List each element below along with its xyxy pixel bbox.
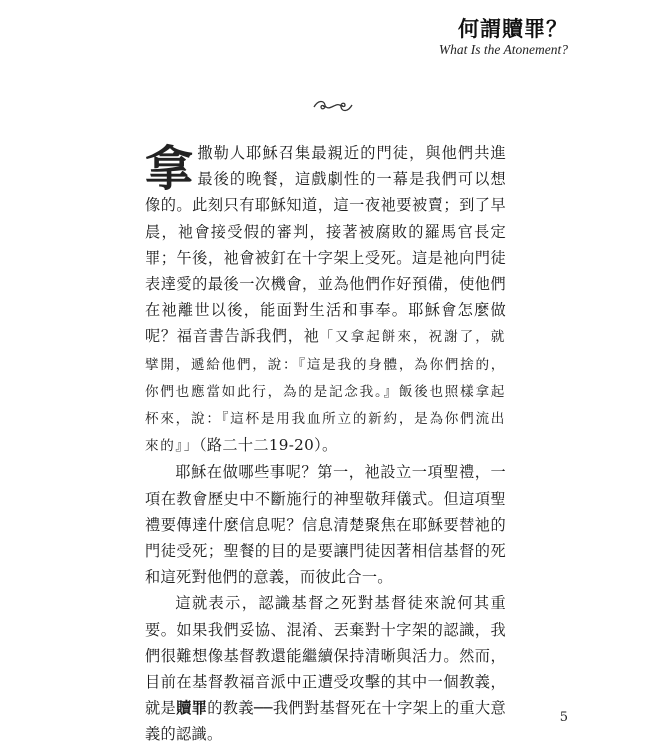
- emphasis-atonement: 贖罪: [176, 699, 208, 718]
- scripture-quote: 「又拿起餅來，祝謝了，就擘開，遞給他們，說：『這是我的身體，為你們捨的，你們也應當如此行，為的是記念我。』飯後也照樣拿起杯來，說：『這杯是用我血所立的新約，是為你們流出來的』」: [145, 329, 506, 455]
- swirl-ornament-icon: [312, 98, 354, 114]
- paragraph-1: [145, 140, 506, 459]
- body-text: [145, 140, 506, 748]
- drop-cap: 拿: [145, 141, 194, 197]
- paragraph-3-ending: 的教義──我們對基督死在十字架上的重大意義的認識。: [145, 699, 506, 744]
- chapter-title: 何謂贖罪？: [458, 17, 568, 41]
- chapter-subtitle: What Is the Atonement?: [438, 42, 568, 57]
- running-header: [439, 16, 568, 58]
- paragraph-2: 耶穌在做哪些事呢？第一，祂設立一項聖禮，一項在教會歷史中不斷施行的神聖敬拜儀式。但這項聖禮要傳達什麼信息呢？信息清楚聚焦在耶穌要替祂的門徒受死；聖餐的目的是要讓門徒因著相信基督的死和這死對他們的意義，而彼此合一。: [145, 463, 506, 587]
- scripture-reference: （路二十二19-20）。: [198, 436, 338, 455]
- paragraph-1-text: 撒勒人耶穌召集最親近的門徒，與他們共進最後的晚餐，這戲劇性的一幕是我們可以想像的。此刻只有耶穌知道，這一夜祂要被賣；到了早晨，祂會接受假的審判，接著被腐敗的羅馬官長定罪；午後，祂會被釘在十字架上受死。這是祂向門徒表達愛的最後一次機會，並為他們作好預備，使他們在祂離世以後，能面對生活和事奉。耶穌會怎麼做呢？福音書告訴我們，祂: [145, 144, 506, 346]
- paragraph-3-text: 這就表示，認識基督之死對基督徒來說何其重要。如果我們妥協、混淆、丟棄對十字架的認識，我們很難想像基督教還能繼續保持清晰與活力。然而，目前在基督教福音派中正遭受攻擊的其中一個教義，就是: [145, 594, 506, 718]
- page-number: 5: [559, 710, 568, 725]
- paragraph-3: [145, 590, 506, 747]
